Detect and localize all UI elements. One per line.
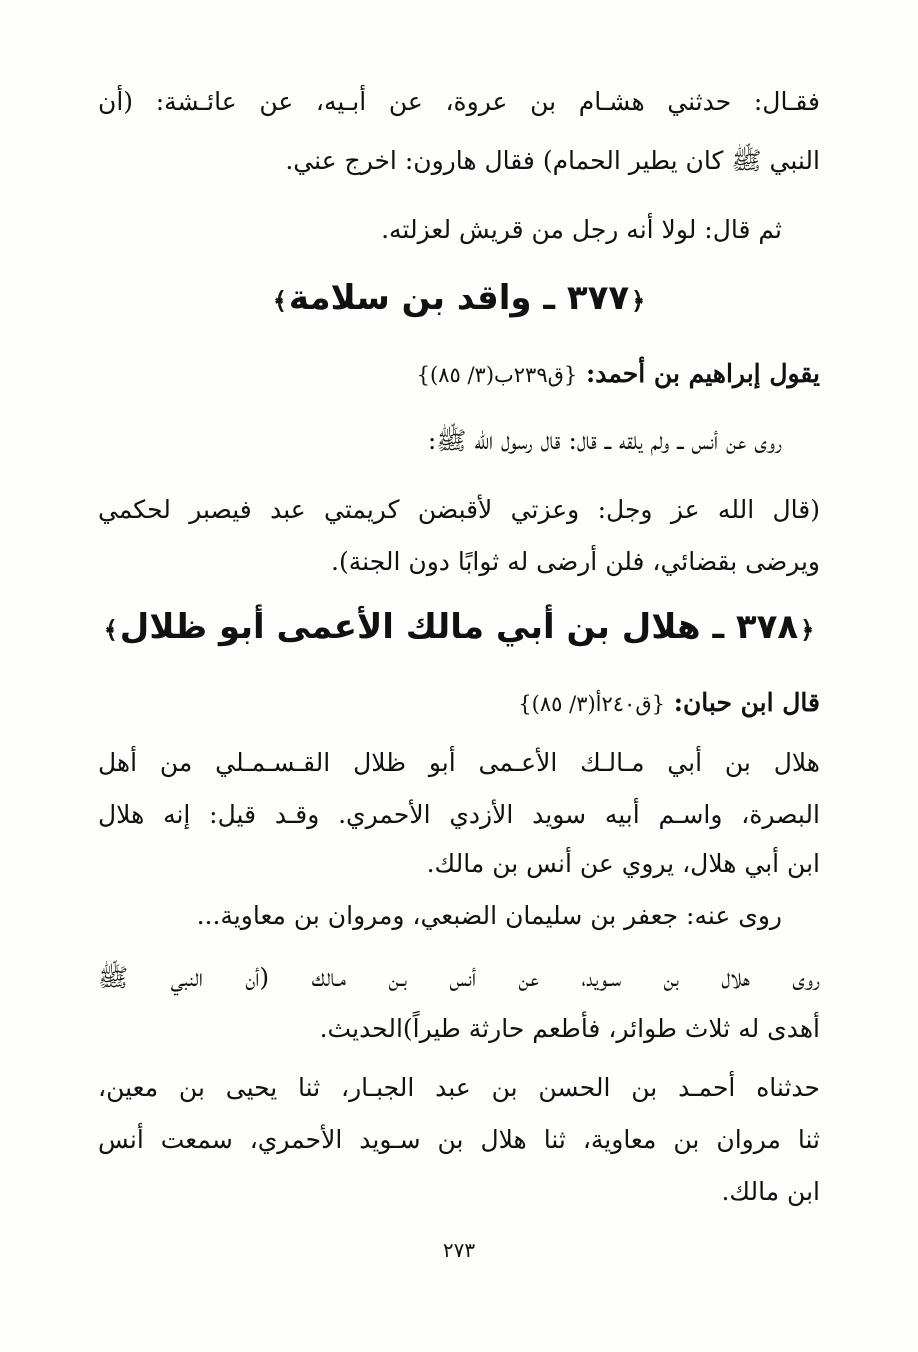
heading-number: ٣٧٨ [735, 607, 799, 647]
source-label: قال ابن حبان: [673, 688, 820, 717]
section-heading-378 [0, 602, 918, 655]
text-line: ثنا مروان بن معاوية، ثنا هلال بن سـويد الأحمري، سمعت أنس [98, 1125, 820, 1154]
text-line: فقـال: حدثني هشـام بن عروة، عن أبـيه، عن عائـشة: (أن [98, 87, 820, 116]
text-line: روى عنه: جعفر بن سليمان الضبعي، ومروان بن معاوية... [196, 901, 782, 930]
heading-dash: ـ [712, 607, 725, 647]
source-line [98, 357, 820, 392]
text-line: روى عن أنس ــ ولم يلقه ــ قال: قال رسول الله ﷺ: [427, 426, 782, 455]
heading-name: هلال بن أبي مالك الأعمى أبو ظلال [119, 607, 701, 647]
heading-dash: ـ [543, 278, 555, 318]
text-line: حدثناه أحمـد بن الحسن بن عبد الجبـار، ثنا يحيى بن معين، [98, 1073, 820, 1102]
ornament-open: ﴿ [631, 287, 646, 315]
section-heading-377 [0, 273, 918, 326]
text-line: ابن أبي هلال، يروي عن أنس بن مالك. [426, 849, 820, 878]
text-line: ويرضى بقضائي، فلن أرضى له ثوابًا دون الجنة). [331, 547, 820, 576]
heading-number: ٣٧٧ [566, 278, 630, 318]
ornament-close: ﴾ [272, 287, 287, 315]
text-line: (قال الله عز وجل: وعزتي لأقبضن كريمتي عبد فيصبر لحكمي [98, 495, 820, 524]
source-reference: {ق٢٤٠أ(٣/ ٨٥)} [518, 692, 665, 716]
text-line: النبي ﷺ كان يطير الحمام) فقال هارون: اخرج عني. [285, 146, 820, 175]
text-line: ابن مالك. [721, 1177, 820, 1206]
text-line: أهدى له ثلاث طوائر، فأطعم حارثة طيراً)الحديث. [319, 1014, 820, 1043]
text-line: هلال بن أبي مـالـك الأعـمى أبو ظلال القـسـمـلي من أهل [98, 748, 820, 777]
source-label: يقول إبراهيم بن أحمد: [586, 359, 820, 388]
source-line [98, 686, 820, 721]
page-number: ٢٧٣ [442, 1238, 476, 1262]
ornament-close: ﴾ [103, 616, 118, 644]
source-reference: {ق٢٣٩ب(٣/ ٨٥)} [416, 363, 578, 387]
text-line: روى هلال بن سـويد، عن أنس بـن مـالك (أن النبي ﷺ [98, 963, 820, 992]
text-line: البصرة، واسـم أبيه سويد الأزدي الأحمري. وقـد قيل: إنه هلال [98, 800, 820, 829]
heading-name: واقد بن سلامة [288, 278, 532, 318]
text-line: ثم قال: لولا أنه رجل من قريش لعزلته. [381, 215, 782, 244]
ornament-open: ﴿ [800, 616, 815, 644]
